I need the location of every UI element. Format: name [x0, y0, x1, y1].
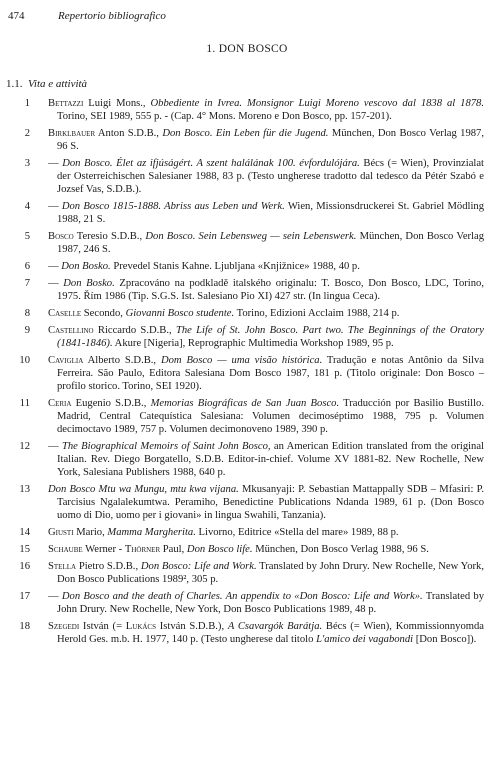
entry-publication: München, Don Bosco Verlag 1987, 246 S.	[57, 230, 484, 255]
entry-publication: Torino, Edizioni Acclaim 1988, 214 p.	[234, 308, 400, 319]
entry-author-details: Secondo,	[81, 308, 126, 319]
entry-title: Don Bosco: Life and Work.	[140, 560, 257, 572]
entry-title: Dom Bosco — uma visão histórica.	[160, 355, 323, 367]
entry-note: [Don Bosco]).	[413, 633, 477, 645]
entry-author: Ceria	[48, 398, 72, 409]
entry-author-details: —	[48, 200, 62, 212]
entry-publication: Bécs (= Wien), Kommissionnyomda Herold Ges. m.b. H. 1977, 140 p. (Testo ungherese dal titolo	[57, 620, 484, 645]
entry-title: Memorias Biográficas de San Juan Bosco.	[150, 398, 340, 409]
entry-coauthor: Thörner	[124, 543, 161, 555]
bibliography-entry	[0, 484, 494, 523]
entry-title: The Biographical Memoirs of Saint John Bosco,	[61, 440, 271, 452]
entry-coauthor-details: István S.D.B.),	[156, 620, 228, 632]
bibliography-list	[0, 98, 494, 651]
entry-author-details: Pietro S.D.B.,	[76, 560, 141, 572]
entry-author-details: Anton S.D.B.,	[95, 128, 163, 139]
entry-title: Don Bosco. Sein Lebensweg — sein Lebenswerk.	[145, 230, 357, 242]
entry-number: 1	[24, 98, 30, 109]
chapter-title: 1. DON BOSCO	[206, 43, 288, 55]
bibliography-entry	[0, 544, 494, 557]
entry-title: Don Bosco. Ein Leben für die Jugend.	[162, 128, 329, 139]
entry-publication: Translated by John Drury. New Rochelle, New York, Don Bosco Publications 1989, 48 p.	[57, 590, 484, 615]
entry-original-title: L'amico dei vagabondi	[316, 633, 414, 645]
entry-number: 6	[24, 260, 30, 272]
running-head-title: Repertorio bibliografico	[58, 10, 166, 22]
entry-publication: an American Edition translated from the original Italian. Rev. Diego Borgatello, S.D.B. Editor-in-chief. Volume XV 1881-82. New Rochelle, New York, Salesiana Publishers 1988, 640 p.	[57, 440, 485, 478]
entry-publication: Torino, SEI 1989, 555 p. - (Cap. 4° Mons. Moreno e Don Bosco, pp. 157-201).	[57, 110, 392, 122]
entry-publication: Zpracováno na podkladě italského originalu: T. Bosco, Don Bosco, LDC, Torino, 1975. Řím 1986 (Tip. S.G.S. Ist. Salesiano Pio XI) 427 str. (In lingua Ceca).	[57, 278, 484, 302]
entry-author-details: Mario,	[73, 526, 108, 538]
entry-author: Schaube	[48, 543, 83, 555]
entry-publication: Translated by John Drury. New Rochelle, New York, Don Bosco Publications 1989², 305 p.	[57, 560, 484, 585]
section-number: 1.1.	[6, 78, 23, 90]
entry-number: 10	[19, 355, 30, 367]
bibliography-entry	[0, 278, 494, 304]
entry-publication: Akure [Nigeria], Reprographic Multimedia Workshop 1989, 95 p.	[112, 338, 394, 349]
entry-number: 9	[24, 325, 30, 337]
entry-author-details: Alberto S.D.B.,	[83, 355, 161, 367]
entry-number: 13	[19, 483, 30, 495]
entry-author: Giusti	[48, 526, 74, 538]
entry-author: Bosco	[48, 230, 74, 242]
running-head	[8, 10, 486, 23]
entry-title: Don Bosko.	[63, 278, 115, 289]
entry-publication: Mkusanyaji: P. Sebastian Mattappally SDB – Mfasiri: P. Tarcisius Ngalalekumtwa. Peramiho, Benedictine Publications Ndanda 1989, 61 p. (Don Bosco uomo di Dio, uomo per i giovani» in lingua Swahili, Tanzania).	[57, 483, 484, 521]
entry-number: 17	[19, 590, 30, 602]
entry-author-details: Luigi Mons.,	[83, 98, 151, 109]
bibliography-entry	[0, 591, 494, 617]
entry-author-details: Teresio S.D.B.,	[73, 230, 146, 242]
entry-title: Don Bosco Mtu wa Mungu, mtu kwa vijana.	[48, 483, 239, 495]
entry-number: 8	[24, 308, 30, 319]
bibliography-entry	[0, 308, 494, 321]
entry-title: Don Bosco and the death of Charles. An appendix to «Don Bosco: Life and Work».	[61, 590, 423, 602]
entry-publication: München, Don Bosco Verlag 1988, 96 S.	[252, 543, 429, 555]
entry-number: 16	[19, 560, 30, 572]
bibliography-entry	[0, 128, 494, 154]
entry-publication: Prevedel Stanis Kahne. Ljubljana «Knjižnice» 1988, 40 p.	[110, 260, 360, 272]
bibliography-entry	[0, 98, 494, 124]
bibliography-entry	[0, 325, 494, 351]
entry-author-details: —	[48, 440, 62, 452]
entry-author-details: —	[48, 158, 63, 169]
entry-author-details: István (=	[79, 620, 126, 632]
entry-number: 5	[24, 230, 30, 242]
entry-publication: Bécs (= Wien), Provinzialat der Osterreichischen Salesianer 1988, 83 p. (Testo ungherese tradotto dal tedesco da Pétér Szabó e Jozsef Vas, S.D.B.).	[57, 158, 484, 195]
page-number: 474	[8, 10, 25, 22]
entry-number: 2	[24, 128, 30, 139]
entry-author: Caselle	[48, 308, 82, 319]
bibliography-entry	[0, 561, 494, 587]
section-title: Vita e attività	[28, 78, 88, 90]
bibliography-entry	[0, 231, 494, 257]
entry-number: 3	[24, 158, 30, 169]
entry-publication: München, Don Bosco Verlag 1987, 96 S.	[57, 128, 484, 152]
entry-author: Caviglia	[48, 355, 84, 367]
entry-number: 18	[19, 620, 30, 632]
entry-publication: Livorno, Editrice «Stella del mare» 1989, 88 p.	[195, 526, 399, 538]
bibliography-entry	[0, 201, 494, 227]
bibliography-entry	[0, 527, 494, 540]
entry-author: Birklbauer	[48, 128, 96, 139]
bibliography-entry	[0, 398, 494, 437]
entry-publication: Traducción por Basilio Bustillo. Madrid, Central Catequística Salesiana: Volumen decimoséptimo 1988, 795 p. Volumen decimoctavo 1989, 757 p. Volumen decimonoveno 1989, 390 p.	[57, 398, 484, 435]
entry-number: 11	[19, 398, 30, 409]
entry-author: Bettazzi	[48, 98, 84, 109]
entry-coauthor-details: Paul,	[160, 543, 187, 555]
section-heading	[6, 78, 87, 91]
entry-number: 14	[19, 526, 30, 538]
entry-publication: Wien, Missionsdruckerei St. Gabriel Mödling 1988, 21 S.	[57, 200, 485, 225]
entry-publication: Tradução e notas Antônio da Silva Ferreira. São Paulo, Editora Salesiana Dom Bosco 1987, 181 p. (Titolo originale: Don Bosco – profilo storico. Torino, SEI 1920).	[57, 355, 484, 392]
entry-author-details: —	[48, 590, 62, 602]
entry-title: Giovanni Bosco studente.	[125, 308, 235, 319]
entry-author-details: Eugenio S.D.B.,	[71, 398, 151, 409]
entry-title: Obbediente in Ivrea. Monsignor Luigi Moreno vescovo dal 1838 al 1878.	[150, 98, 484, 109]
entry-number: 4	[24, 200, 30, 212]
bibliography-entry	[0, 261, 494, 274]
bibliography-entry	[0, 441, 494, 480]
entry-title: Don Bosko.	[61, 260, 111, 272]
bibliography-entry	[0, 158, 494, 197]
entry-title: Don Bosco 1815-1888. Abriss aus Leben und Werk.	[61, 200, 285, 212]
entry-author-details: Riccardo S.D.B.,	[93, 325, 176, 337]
entry-coauthor: Lukács	[125, 620, 156, 632]
entry-title: A Csavargók Barátja.	[227, 620, 323, 632]
entry-number: 12	[19, 440, 30, 452]
bibliography-entry	[0, 355, 494, 394]
entry-author-details: —	[48, 260, 62, 272]
entry-title: Mamma Margherita.	[107, 526, 196, 538]
entry-author-details: —	[48, 278, 64, 289]
entry-number: 7	[24, 278, 30, 289]
entry-author: Szegedi	[48, 620, 80, 632]
bibliography-entry	[0, 621, 494, 647]
entry-author: Castellino	[48, 325, 94, 337]
entry-title: The Life of St. John Bosco. Part two. The Beginnings of the Oratory (1841-1846).	[57, 325, 485, 349]
entry-number: 15	[19, 543, 30, 555]
entry-author-details: Werner -	[82, 543, 125, 555]
entry-author: Stella	[48, 560, 77, 572]
entry-title: Don Bosco. Élet az ifjúságért. A szent halálának 100. évfordulójára.	[62, 158, 360, 169]
entry-title: Don Bosco life.	[186, 543, 253, 555]
